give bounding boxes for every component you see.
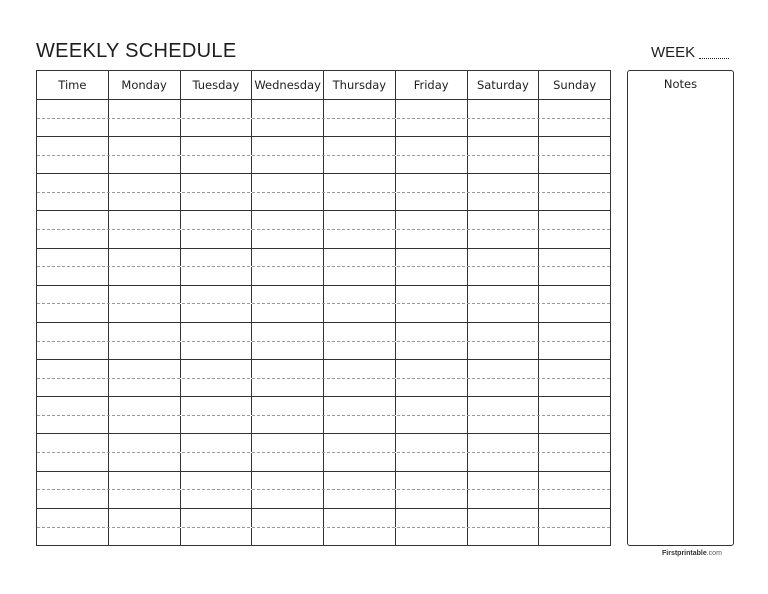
schedule-cell[interactable] [252, 156, 324, 174]
schedule-cell[interactable] [37, 472, 109, 490]
schedule-cell[interactable] [181, 137, 253, 155]
time-slot-half-top [37, 286, 610, 305]
schedule-cell[interactable] [252, 360, 324, 378]
schedule-cell[interactable] [109, 156, 181, 174]
schedule-cell[interactable] [109, 230, 181, 248]
time-slot-half-bottom [37, 193, 610, 211]
schedule-cell[interactable] [181, 286, 253, 304]
schedule-cell[interactable] [37, 230, 109, 248]
schedule-cell[interactable] [396, 323, 468, 341]
column-header-monday: Monday [109, 71, 181, 99]
schedule-cell[interactable] [396, 434, 468, 452]
schedule-cell[interactable] [539, 119, 610, 137]
schedule-cell[interactable] [37, 360, 109, 378]
schedule-cell[interactable] [324, 156, 396, 174]
schedule-cell[interactable] [181, 379, 253, 397]
time-slot-half-bottom [37, 230, 610, 248]
schedule-cell[interactable] [468, 434, 540, 452]
schedule-cell[interactable] [396, 528, 468, 546]
schedule-cell[interactable] [539, 453, 610, 471]
schedule-cell[interactable] [37, 119, 109, 137]
schedule-cell[interactable] [252, 379, 324, 397]
schedule-cell[interactable] [324, 379, 396, 397]
schedule-cell[interactable] [396, 360, 468, 378]
time-slot-half-bottom [37, 453, 610, 471]
schedule-cell[interactable] [252, 509, 324, 527]
time-slot-half-bottom [37, 119, 610, 137]
schedule-cell[interactable] [109, 286, 181, 304]
time-slot-half-bottom [37, 342, 610, 360]
schedule-cell[interactable] [324, 304, 396, 322]
schedule-cell[interactable] [539, 267, 610, 285]
schedule-cell[interactable] [324, 472, 396, 490]
schedule-cell[interactable] [396, 211, 468, 229]
schedule-cell[interactable] [468, 119, 540, 137]
schedule-cell[interactable] [181, 342, 253, 360]
schedule-cell[interactable] [109, 379, 181, 397]
column-header-friday: Friday [396, 71, 468, 99]
schedule-cell[interactable] [252, 249, 324, 267]
schedule-cell[interactable] [539, 323, 610, 341]
schedule-cell[interactable] [396, 453, 468, 471]
schedule-cell[interactable] [396, 156, 468, 174]
schedule-cell[interactable] [468, 509, 540, 527]
schedule-cell[interactable] [468, 472, 540, 490]
schedule-cell[interactable] [37, 490, 109, 508]
schedule-cell[interactable] [468, 342, 540, 360]
schedule-cell[interactable] [109, 267, 181, 285]
schedule-cell[interactable] [181, 119, 253, 137]
schedule-cell[interactable] [252, 434, 324, 452]
time-slot-half-top [37, 434, 610, 453]
schedule-cell[interactable] [539, 304, 610, 322]
schedule-cell[interactable] [396, 304, 468, 322]
schedule-cell[interactable] [539, 490, 610, 508]
schedule-cell[interactable] [109, 434, 181, 452]
schedule-cell[interactable] [539, 397, 610, 415]
schedule-cell[interactable] [37, 323, 109, 341]
schedule-cell[interactable] [37, 156, 109, 174]
schedule-cell[interactable] [109, 100, 181, 118]
schedule-cell[interactable] [396, 472, 468, 490]
schedule-cell[interactable] [468, 193, 540, 211]
schedule-cell[interactable] [396, 286, 468, 304]
schedule-cell[interactable] [324, 342, 396, 360]
schedule-cell[interactable] [468, 211, 540, 229]
schedule-cell[interactable] [181, 397, 253, 415]
schedule-cell[interactable] [37, 100, 109, 118]
schedule-cell[interactable] [252, 453, 324, 471]
time-slot-row [37, 286, 610, 323]
schedule-cell[interactable] [252, 286, 324, 304]
schedule-cell[interactable] [539, 100, 610, 118]
schedule-cell[interactable] [468, 286, 540, 304]
schedule-cell[interactable] [37, 416, 109, 434]
schedule-cell[interactable] [539, 379, 610, 397]
time-slot-half-top [37, 211, 610, 230]
schedule-cell[interactable] [324, 360, 396, 378]
schedule-cell[interactable] [539, 434, 610, 452]
time-slot-half-bottom [37, 490, 610, 508]
schedule-cell[interactable] [37, 453, 109, 471]
schedule-cell[interactable] [468, 174, 540, 192]
schedule-cell[interactable] [252, 267, 324, 285]
schedule-cell[interactable] [396, 416, 468, 434]
schedule-cell[interactable] [396, 509, 468, 527]
schedule-cell[interactable] [396, 193, 468, 211]
time-slot-half-top [37, 323, 610, 342]
column-header-tuesday: Tuesday [181, 71, 253, 99]
time-slot-half-bottom [37, 416, 610, 434]
schedule-cell[interactable] [37, 286, 109, 304]
schedule-cell[interactable] [252, 137, 324, 155]
schedule-cell[interactable] [109, 509, 181, 527]
schedule-cell[interactable] [539, 528, 610, 546]
schedule-cell[interactable] [468, 397, 540, 415]
time-slot-row [37, 472, 610, 509]
schedule-cell[interactable] [396, 267, 468, 285]
schedule-cell[interactable] [252, 119, 324, 137]
schedule-cell[interactable] [539, 249, 610, 267]
schedule-cell[interactable] [324, 211, 396, 229]
schedule-cell[interactable] [109, 193, 181, 211]
schedule-cell[interactable] [324, 286, 396, 304]
schedule-cell[interactable] [181, 472, 253, 490]
schedule-cell[interactable] [37, 434, 109, 452]
schedule-cell[interactable] [324, 100, 396, 118]
schedule-cell[interactable] [396, 119, 468, 137]
schedule-cell[interactable] [37, 304, 109, 322]
schedule-cell[interactable] [252, 230, 324, 248]
schedule-cell[interactable] [109, 360, 181, 378]
time-slot-row [37, 100, 610, 137]
schedule-cell[interactable] [252, 174, 324, 192]
schedule-cell[interactable] [324, 137, 396, 155]
schedule-cell[interactable] [324, 528, 396, 546]
time-slot-half-top [37, 137, 610, 156]
schedule-cell[interactable] [468, 100, 540, 118]
schedule-cell[interactable] [37, 249, 109, 267]
schedule-cell[interactable] [324, 453, 396, 471]
schedule-cell[interactable] [181, 323, 253, 341]
time-slot-half-bottom [37, 528, 610, 546]
schedule-cell[interactable] [37, 137, 109, 155]
schedule-cell[interactable] [324, 174, 396, 192]
schedule-cell[interactable] [252, 397, 324, 415]
schedule-cell[interactable] [324, 249, 396, 267]
schedule-cell[interactable] [181, 193, 253, 211]
schedule-cell[interactable] [539, 137, 610, 155]
schedule-cell[interactable] [324, 434, 396, 452]
footer-brand-suffix: .com [706, 550, 722, 557]
schedule-cell[interactable] [252, 304, 324, 322]
schedule-cell[interactable] [396, 230, 468, 248]
column-header-saturday: Saturday [468, 71, 540, 99]
time-slot-half-bottom [37, 304, 610, 322]
time-slot-row [37, 323, 610, 360]
schedule-cell[interactable] [181, 211, 253, 229]
schedule-cell[interactable] [37, 211, 109, 229]
schedule-cell[interactable] [109, 397, 181, 415]
schedule-cell[interactable] [324, 119, 396, 137]
time-slot-half-top [37, 360, 610, 379]
schedule-cell[interactable] [109, 453, 181, 471]
time-slot-half-top [37, 249, 610, 268]
schedule-cell[interactable] [37, 397, 109, 415]
schedule-cell[interactable] [468, 379, 540, 397]
schedule-cell[interactable] [539, 509, 610, 527]
schedule-cell[interactable] [181, 434, 253, 452]
schedule-cell[interactable] [539, 342, 610, 360]
time-slot-half-bottom [37, 379, 610, 397]
schedule-cell[interactable] [539, 156, 610, 174]
time-slot-half-top [37, 397, 610, 416]
time-slot-row [37, 174, 610, 211]
schedule-header-row [37, 71, 610, 100]
schedule-cell[interactable] [109, 249, 181, 267]
schedule-cell[interactable] [109, 304, 181, 322]
schedule-cell[interactable] [109, 342, 181, 360]
schedule-cell[interactable] [252, 528, 324, 546]
schedule-cell[interactable] [181, 528, 253, 546]
schedule-cell[interactable] [181, 174, 253, 192]
schedule-cell[interactable] [324, 267, 396, 285]
footer-brand-name: Firstprintable [662, 550, 707, 557]
schedule-cell[interactable] [252, 211, 324, 229]
schedule-cell[interactable] [252, 342, 324, 360]
column-header-thursday: Thursday [324, 71, 396, 99]
column-header-time: Time [37, 71, 109, 99]
schedule-cell[interactable] [109, 490, 181, 508]
schedule-cell[interactable] [539, 472, 610, 490]
schedule-cell[interactable] [181, 100, 253, 118]
time-slot-row [37, 509, 610, 546]
schedule-cell[interactable] [252, 472, 324, 490]
schedule-cell[interactable] [468, 323, 540, 341]
schedule-cell[interactable] [468, 267, 540, 285]
schedule-cell[interactable] [324, 323, 396, 341]
schedule-cell[interactable] [468, 230, 540, 248]
schedule-cell[interactable] [468, 416, 540, 434]
schedule-body [37, 100, 610, 546]
column-header-wednesday: Wednesday [252, 71, 324, 99]
schedule-cell[interactable] [324, 416, 396, 434]
time-slot-row [37, 211, 610, 248]
schedule-cell[interactable] [539, 230, 610, 248]
schedule-cell[interactable] [109, 323, 181, 341]
schedule-cell[interactable] [539, 286, 610, 304]
column-header-sunday: Sunday [553, 78, 597, 92]
time-slot-row [37, 397, 610, 434]
time-slot-half-bottom [37, 267, 610, 285]
schedule-cell[interactable] [252, 193, 324, 211]
notes-panel[interactable] [627, 70, 734, 546]
schedule-cell[interactable] [252, 323, 324, 341]
week-blank-line[interactable] [699, 46, 729, 59]
time-slot-row [37, 249, 610, 286]
schedule-cell[interactable] [468, 528, 540, 546]
schedule-table [36, 70, 611, 546]
schedule-cell[interactable] [181, 156, 253, 174]
schedule-cell[interactable] [396, 490, 468, 508]
schedule-cell[interactable] [181, 249, 253, 267]
page-title: WEEKLY SCHEDULE [36, 40, 237, 62]
schedule-cell[interactable] [109, 137, 181, 155]
time-slot-half-bottom [37, 156, 610, 174]
schedule-cell[interactable] [468, 304, 540, 322]
schedule-cell[interactable] [324, 490, 396, 508]
week-field [651, 44, 729, 61]
schedule-cell[interactable] [468, 156, 540, 174]
schedule-cell[interactable] [396, 342, 468, 360]
schedule-cell[interactable] [396, 249, 468, 267]
schedule-cell[interactable] [468, 249, 540, 267]
schedule-cell[interactable] [37, 174, 109, 192]
schedule-cell[interactable] [37, 528, 109, 546]
schedule-cell[interactable] [539, 193, 610, 211]
schedule-cell[interactable] [468, 490, 540, 508]
schedule-cell[interactable] [37, 267, 109, 285]
schedule-cell[interactable] [252, 416, 324, 434]
schedule-cell[interactable] [181, 230, 253, 248]
schedule-cell[interactable] [109, 119, 181, 137]
schedule-cell[interactable] [539, 211, 610, 229]
schedule-cell[interactable] [109, 416, 181, 434]
schedule-cell[interactable] [396, 397, 468, 415]
schedule-cell[interactable] [396, 100, 468, 118]
schedule-cell[interactable] [396, 174, 468, 192]
schedule-cell[interactable] [539, 360, 610, 378]
time-slot-half-top [37, 509, 610, 528]
schedule-cell[interactable] [109, 472, 181, 490]
schedule-cell[interactable] [324, 397, 396, 415]
schedule-cell[interactable] [468, 137, 540, 155]
schedule-cell[interactable] [109, 528, 181, 546]
schedule-cell[interactable] [539, 174, 610, 192]
schedule-cell[interactable] [252, 100, 324, 118]
schedule-cell[interactable] [37, 509, 109, 527]
schedule-cell[interactable] [468, 453, 540, 471]
time-slot-row [37, 360, 610, 397]
schedule-cell[interactable] [181, 490, 253, 508]
schedule-cell[interactable] [252, 490, 324, 508]
schedule-cell[interactable] [37, 193, 109, 211]
schedule-cell[interactable] [181, 416, 253, 434]
schedule-cell[interactable] [181, 360, 253, 378]
time-slot-half-top [37, 100, 610, 119]
schedule-cell[interactable] [468, 360, 540, 378]
schedule-cell[interactable] [37, 342, 109, 360]
time-slot-row [37, 137, 610, 174]
schedule-cell[interactable] [109, 211, 181, 229]
schedule-cell[interactable] [181, 304, 253, 322]
schedule-cell[interactable] [109, 174, 181, 192]
notes-title: Notes [663, 77, 698, 91]
schedule-cell[interactable] [181, 453, 253, 471]
week-label: WEEK [651, 44, 696, 61]
schedule-cell[interactable] [181, 267, 253, 285]
footer-brand [662, 550, 722, 557]
time-slot-half-top [37, 174, 610, 193]
schedule-cell[interactable] [539, 416, 610, 434]
schedule-cell[interactable] [396, 379, 468, 397]
schedule-cell[interactable] [324, 230, 396, 248]
schedule-cell[interactable] [324, 193, 396, 211]
time-slot-half-top [37, 472, 610, 491]
schedule-cell[interactable] [37, 379, 109, 397]
schedule-cell[interactable] [324, 509, 396, 527]
schedule-cell[interactable] [396, 137, 468, 155]
time-slot-row [37, 434, 610, 471]
schedule-cell[interactable] [181, 509, 253, 527]
